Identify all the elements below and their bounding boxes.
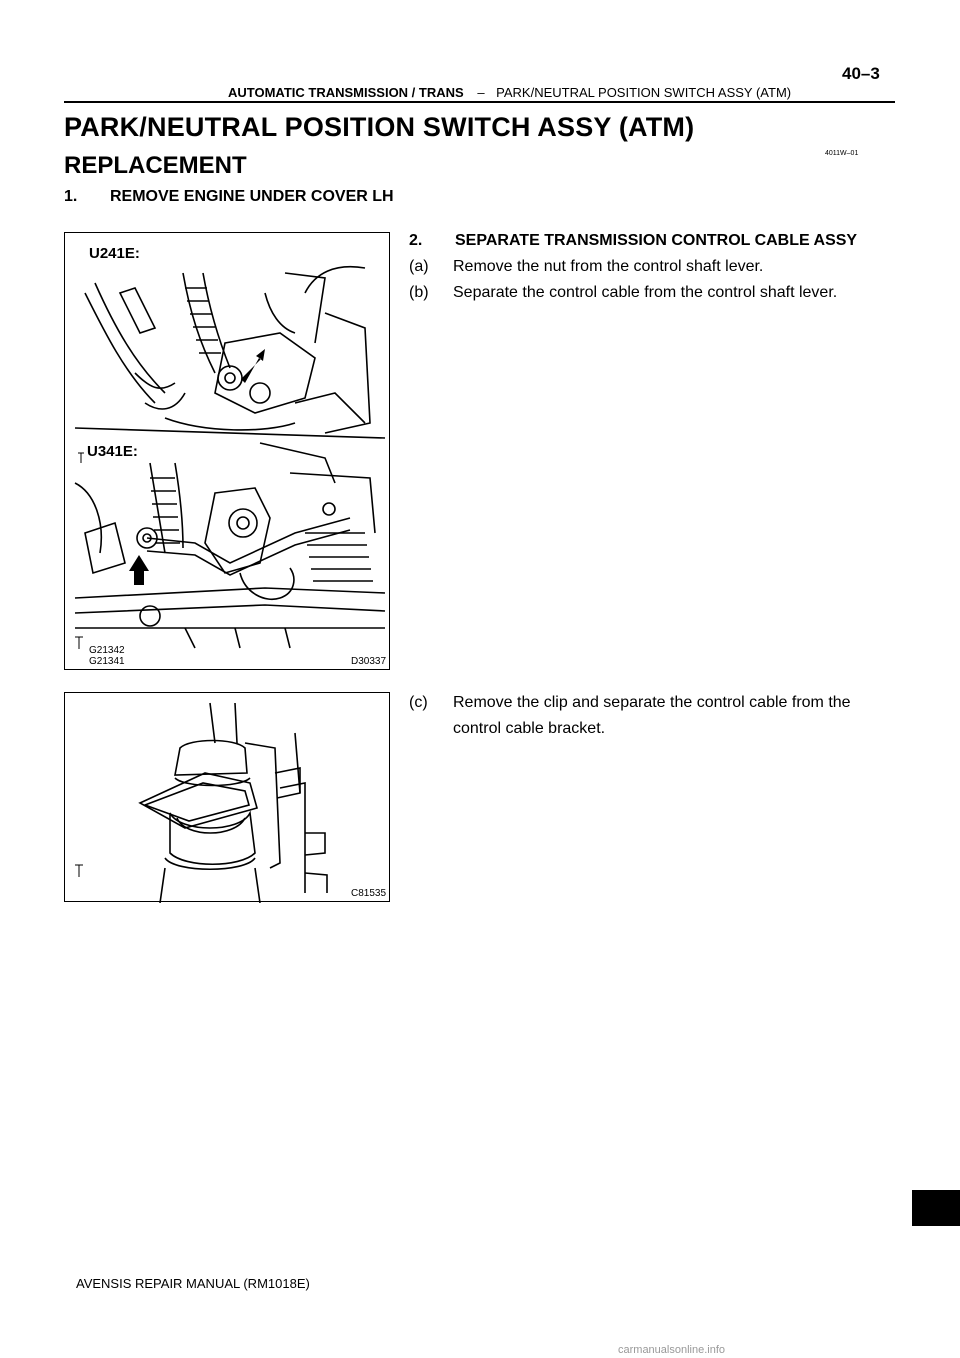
- step-2a-label: (a): [409, 258, 429, 275]
- step-1-text: REMOVE ENGINE UNDER COVER LH: [110, 188, 394, 205]
- figure-code-d30337: D30337: [351, 656, 387, 667]
- header-separator: –: [477, 85, 485, 100]
- header-rule: [64, 101, 895, 103]
- step-1: [64, 188, 394, 206]
- section-subtitle: REPLACEMENT: [64, 152, 247, 179]
- step-2c-label: (c): [409, 694, 428, 711]
- figure-label-u341e: U341E:: [87, 443, 138, 460]
- figure-label-u241e: U241E:: [89, 245, 140, 262]
- figure-code-g21342: G21342: [89, 645, 125, 656]
- step-2c-text-line-2: control cable bracket.: [453, 720, 606, 737]
- document-id: 4011W–01: [825, 150, 859, 157]
- step-2b: [409, 280, 909, 306]
- step-2b-label: (b): [409, 284, 429, 301]
- figure-2-illustration: [65, 693, 391, 903]
- watermark: carmanualsonline.info: [618, 1344, 726, 1356]
- footer-manual-name: AVENSIS REPAIR MANUAL (RM1018E): [76, 1276, 310, 1291]
- step-2-number: 2.: [409, 232, 423, 249]
- header-section: AUTOMATIC TRANSMISSION / TRANS: [228, 85, 464, 100]
- page-title: PARK/NEUTRAL POSITION SWITCH ASSY (ATM): [64, 112, 695, 142]
- page-number: 40–3: [842, 64, 880, 83]
- step-2a: [409, 254, 909, 280]
- section-tab-marker: [912, 1190, 960, 1226]
- step-2c: [409, 690, 909, 742]
- figure-control-cable-bracket: [64, 692, 390, 902]
- step-2b-text: Separate the control cable from the control shaft lever.: [453, 284, 838, 301]
- step-2-text: SEPARATE TRANSMISSION CONTROL CABLE ASSY: [455, 232, 858, 249]
- step-2a-text: Remove the nut from the control shaft lever.: [453, 258, 764, 275]
- figure-control-shaft-lever: [64, 232, 390, 670]
- step-2: [409, 232, 857, 250]
- header-subsection: PARK/NEUTRAL POSITION SWITCH ASSY (ATM): [496, 85, 792, 100]
- step-2c-text-line-1: Remove the clip and separate the control cable from the: [453, 694, 851, 711]
- running-header: [228, 85, 791, 100]
- figure-code-c81535: C81535: [351, 888, 387, 899]
- figure-code-g21341: G21341: [89, 656, 125, 667]
- step-1-number: 1.: [64, 188, 78, 205]
